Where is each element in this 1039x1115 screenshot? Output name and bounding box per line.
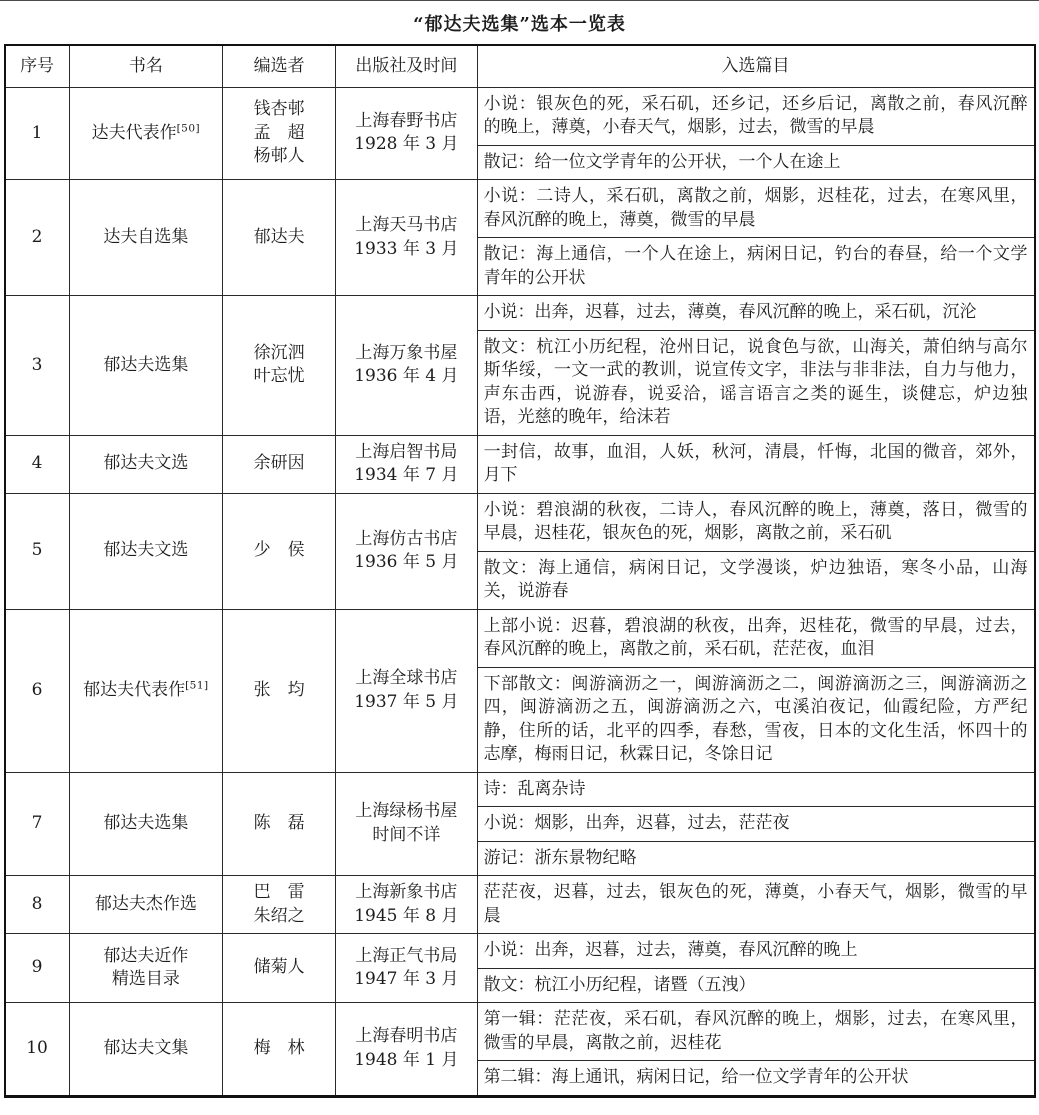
editor-cell: 余研因 [223, 435, 336, 493]
entries-cell: 小说：碧浪湖的秋夜，二诗人，春风沉醉的晚上，薄奠，落日，微雪的早晨，迟桂花，银灰色的死，烟影，离散之前，采石矶 [477, 493, 1034, 551]
book-title-cell: 达夫自选集 [69, 180, 222, 296]
editor-cell: 钱杏邨 孟 超 杨邨人 [223, 87, 336, 180]
entries-cell: 第二辑：海上通讯，病闲日记，给一位文学青年的公开状 [477, 1061, 1034, 1097]
header-row [5, 45, 1035, 87]
entries-cell: 小说：二诗人，采石矶，离散之前，烟影，迟桂花，过去，在寒风里，春风沉醉的晚上，薄奠，微雪的早晨 [477, 180, 1034, 238]
table-row [5, 296, 1035, 331]
table-row [5, 180, 1035, 238]
table-row [5, 435, 1035, 493]
editor-cell: 梅 林 [223, 1003, 336, 1097]
table-row [5, 609, 1035, 667]
table-row [5, 87, 1035, 145]
table-body [5, 87, 1035, 1096]
entries-cell: 散文：杭江小历纪程，沧州日记，说食色与欲，山海关，萧伯纳与高尔斯华绥，一文一武的教训，说宣传文字，非法与非非法，自力与他力，声东击西，说游春，说妥洽，谣言语言之类的诞生，谈健忘，炉边独语，光慈的晚年，给沫若 [477, 330, 1034, 435]
table-header [5, 45, 1035, 87]
publisher-cell: 上海全球书店 1937 年 5 月 [336, 609, 477, 772]
table-row [5, 934, 1035, 969]
table-row [5, 876, 1035, 934]
publisher-cell: 上海天马书店 1933 年 3 月 [336, 180, 477, 296]
row-number-cell: 6 [5, 609, 70, 772]
entries-cell: 一封信，故事，血泪，人妖，秋河，清晨，忏悔，北国的微音，郊外，月下 [477, 435, 1034, 493]
editor-cell: 郁达夫 [223, 180, 336, 296]
entries-cell: 上部小说：迟暮，碧浪湖的秋夜，出奔，迟桂花，微雪的早晨，过去，春风沉醉的晚上，离散之前，采石矶，茫茫夜，血泪 [477, 609, 1034, 667]
header-book-title: 书名 [69, 45, 222, 87]
publisher-cell: 上海春野书店 1928 年 3 月 [336, 87, 477, 180]
editor-cell: 储菊人 [223, 934, 336, 1003]
publisher-cell: 上海正气书局 1947 年 3 月 [336, 934, 477, 1003]
row-number-cell: 2 [5, 180, 70, 296]
header-editor: 编选者 [223, 45, 336, 87]
book-title-cell: 郁达夫文选 [69, 493, 222, 609]
editor-cell: 陈 磊 [223, 772, 336, 876]
publisher-cell: 上海春明书店 1948 年 1 月 [336, 1003, 477, 1097]
row-number-cell: 1 [5, 87, 70, 180]
row-number-cell: 9 [5, 934, 70, 1003]
publisher-cell: 上海绿杨书屋 时间不详 [336, 772, 477, 876]
book-title-cell: 郁达夫选集 [69, 772, 222, 876]
entries-cell: 散文：杭江小历纪程，诸暨（五洩） [477, 968, 1034, 1003]
editor-cell: 张 均 [223, 609, 336, 772]
row-number-cell: 7 [5, 772, 70, 876]
entries-cell: 散记：给一位文学青年的公开状，一个人在途上 [477, 145, 1034, 180]
book-title-cell: 郁达夫文选 [69, 435, 222, 493]
entries-cell: 散记：海上通信，一个人在途上，病闲日记，钓台的春昼，给一个文学青年的公开状 [477, 238, 1034, 296]
book-title-cell: 郁达夫选集 [69, 296, 222, 436]
publisher-cell: 上海启智书局 1934 年 7 月 [336, 435, 477, 493]
entries-cell: 小说：出奔，迟暮，过去，薄奠，春风沉醉的晚上，采石矶，沉沦 [477, 296, 1034, 331]
book-title-cell: 郁达夫近作 精选目录 [69, 934, 222, 1003]
book-title-cell: 郁达夫杰作选 [69, 876, 222, 934]
entries-cell: 诗：乱离杂诗 [477, 772, 1034, 807]
anthology-table [4, 44, 1036, 1098]
book-title-cell: 郁达夫文集 [69, 1003, 222, 1097]
entries-cell: 第一辑：茫茫夜，采石矶，春风沉醉的晚上，烟影，过去，在寒风里，微雪的早晨，离散之前，迟桂花 [477, 1003, 1034, 1061]
header-serial-number: 序号 [5, 45, 70, 87]
editor-cell: 巴 雷 朱绍之 [223, 876, 336, 934]
publisher-cell: 上海万象书屋 1936 年 4 月 [336, 296, 477, 436]
header-selected-works: 入选篇目 [477, 45, 1034, 87]
row-number-cell: 3 [5, 296, 70, 436]
footnote-ref: [50] [176, 121, 201, 134]
table-row [5, 1003, 1035, 1061]
header-publisher-date: 出版社及时间 [336, 45, 477, 87]
row-number-cell: 8 [5, 876, 70, 934]
table-row [5, 493, 1035, 551]
entries-cell: 下部散文：闽游滴沥之一，闽游滴沥之二，闽游滴沥之三，闽游滴沥之四，闽游滴沥之五，闽游滴沥之六，屯溪泊夜记，仙霞纪险，方严纪静，住所的话，北平的四季，春愁，雪夜，日本的文化生活，怀四十的志摩，梅雨日记，秋霖日记，冬馀日记 [477, 667, 1034, 772]
publisher-cell: 上海新象书店 1945 年 8 月 [336, 876, 477, 934]
table-row [5, 772, 1035, 807]
book-title-cell: 达夫代表作[50] [69, 87, 222, 180]
entries-cell: 小说：出奔，迟暮，过去，薄奠，春风沉醉的晚上 [477, 934, 1034, 969]
entries-cell: 茫茫夜，迟暮，过去，银灰色的死，薄奠，小春天气，烟影，微雪的早晨 [477, 876, 1034, 934]
entries-cell: 小说：银灰色的死，采石矶，还乡记，还乡后记，离散之前，春风沉醉的晚上，薄奠，小春天气，烟影，过去，微雪的早晨 [477, 87, 1034, 145]
entries-cell: 游记：浙东景物纪略 [477, 841, 1034, 876]
row-number-cell: 5 [5, 493, 70, 609]
row-number-cell: 4 [5, 435, 70, 493]
editor-cell: 少 侯 [223, 493, 336, 609]
publisher-cell: 上海仿古书店 1936 年 5 月 [336, 493, 477, 609]
footnote-ref: [51] [185, 679, 209, 692]
book-title-cell: 郁达夫代表作[51] [69, 609, 222, 772]
entries-cell: 小说：烟影，出奔，迟暮，过去，茫茫夜 [477, 807, 1034, 842]
entries-cell: 散文：海上通信，病闲日记，文学漫谈，炉边独语，寒冬小品，山海关，说游春 [477, 551, 1034, 609]
page-title: “郁达夫选集”选本一览表 [413, 14, 626, 35]
row-number-cell: 10 [5, 1003, 70, 1097]
editor-cell: 徐沉泗 叶忘忧 [223, 296, 336, 436]
